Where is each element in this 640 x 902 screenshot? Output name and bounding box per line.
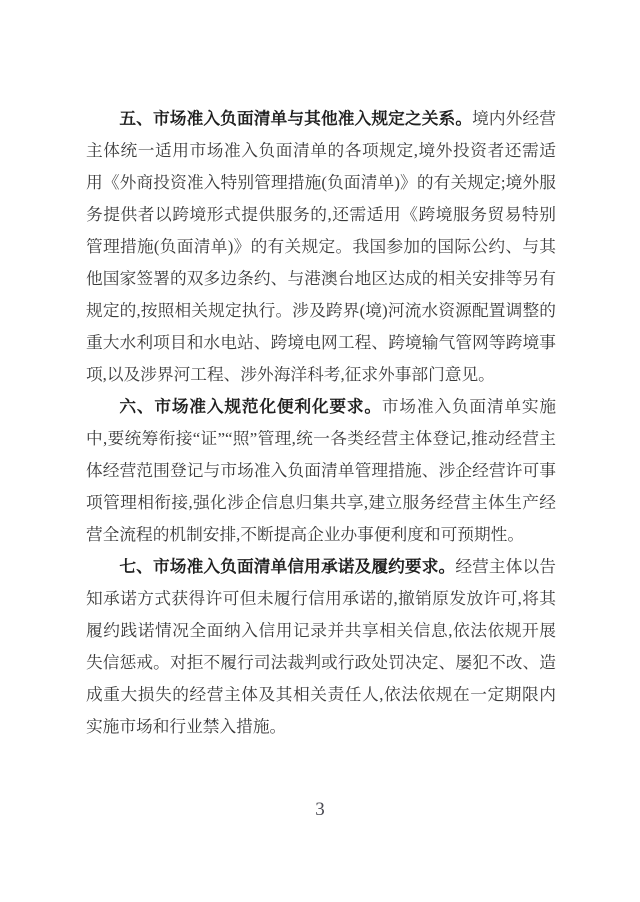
paragraph-7-heading: 七、市场准入负面清单信用承诺及履约要求。 <box>119 557 456 576</box>
paragraph-6-heading: 六、市场准入规范化便利化要求。 <box>119 397 382 416</box>
paragraph-6 <box>86 391 556 551</box>
paragraph-6-body: 市场准入负面清单实施中,要统筹衔接“证”“照”管理,统一各类经营主体登记,推动经营主体经营范围登记与市场准入负面清单管理措施、涉企经营许可事项管理相衔接,强化涉企信息归集共享,建立服务经营主体生产经营全流程的机制安排,不断提高企业办事便利度和可预期性。 <box>86 397 557 544</box>
paragraph-7-body: 经营主体以告知承诺方式获得许可但未履行信用承诺的,撤销原发放许可,将其履约践诺情况全面纳入信用记录并共享相关信息,依法依规开展失信惩戒。对拒不履行司法裁判或行政处罚决定、屡犯不改、造成重大损失的经营主体及其相关责任人,依法依规在一定期限内实施市场和行业禁入措施。 <box>86 557 556 736</box>
paragraph-7 <box>86 551 556 743</box>
paragraph-5-body: 境内外经营主体统一适用市场准入负面清单的各项规定,境外投资者还需适用《外商投资准入特别管理措施(负面清单)》的有关规定;境外服务提供者以跨境形式提供服务的,还需适用《跨境服务贸易特别管理措施(负面清单)》的有关规定。我国参加的国际公约、与其他国家签署的双多边条约、与港澳台地区达成的相关安排等另有规定的,按照相关规定执行。涉及跨界(境)河流水资源配置调整的重大水利项目和水电站、跨境电网工程、跨境输气管网等跨境事项,以及涉界河工程、涉外海洋科考,征求外事部门意见。 <box>86 109 556 384</box>
paragraph-5 <box>86 103 556 391</box>
document-body <box>86 103 556 743</box>
paragraph-5-heading: 五、市场准入负面清单与其他准入规定之关系。 <box>119 109 473 128</box>
page-number: 3 <box>315 799 325 820</box>
